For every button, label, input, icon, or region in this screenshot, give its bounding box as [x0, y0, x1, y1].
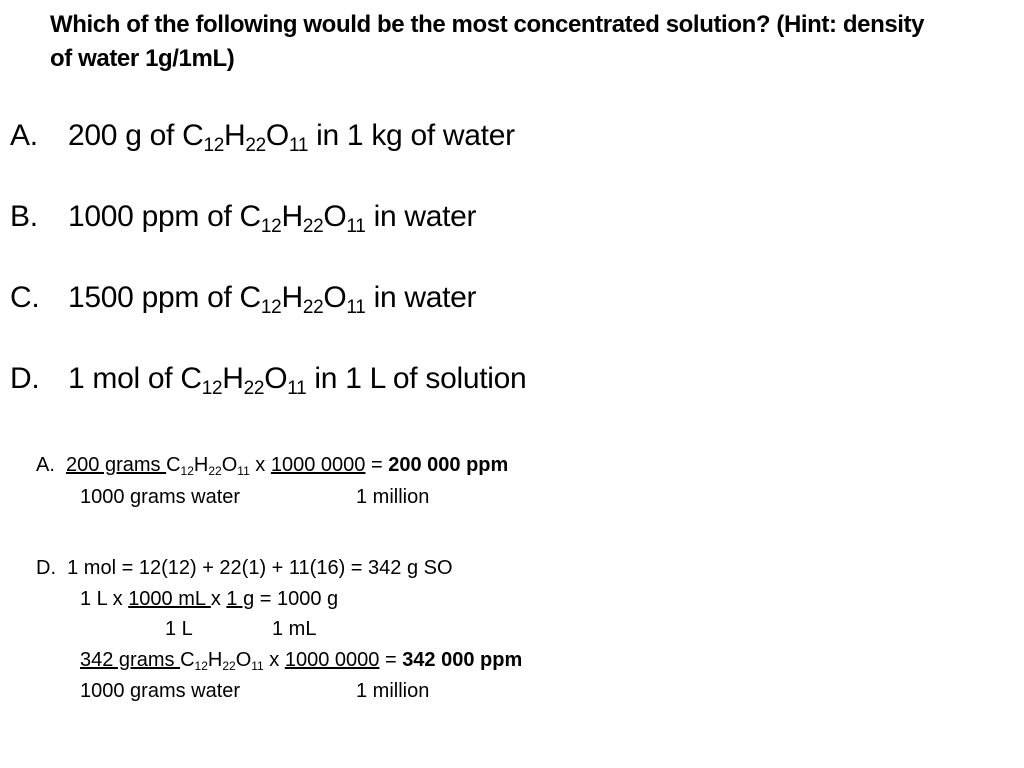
option-text-after: in 1 L of solution: [306, 362, 527, 395]
work-d-result: 342 000 ppm: [402, 649, 523, 671]
option-letter: B.: [10, 200, 38, 233]
work-d-denominator: 1000 grams water: [80, 680, 241, 702]
option-d: [10, 359, 526, 399]
work-d-density-num: 1 g: [226, 588, 255, 610]
option-text-before: 1 mol of: [68, 362, 181, 395]
question-text: Which of the following would be the most concentrated solution? (Hint: density of water 1g/1mL): [50, 11, 925, 72]
work-d-numerator: 342 grams: [80, 649, 181, 671]
work-a-line1: A. 200 grams $C_{12}H_{22}O_{11}$ x 1000 0000 = 200 000 ppm: [36, 454, 509, 478]
option-a: [10, 116, 515, 156]
work-d-volume-factor-num: 1000 mL: [128, 588, 211, 610]
work-d-molar-mass: 1 mol = 12(12) + 22(1) + 11(16) = 342 g SO: [67, 557, 453, 579]
compound-formula: $C_{12}H_{22}O_{11}$: [239, 281, 366, 318]
option-text-before: 1000 ppm of: [68, 200, 240, 233]
option-letter: D.: [10, 362, 40, 395]
option-text-before: 200 g of: [68, 119, 183, 152]
compound-formula: $C_{12}H_{22}O_{11}$: [180, 362, 307, 399]
work-d-volume-result: = 1000 g: [254, 588, 339, 610]
work-d-line2: 1 L x 1000 mL x 1 g = 1000 g: [80, 588, 339, 610]
option-text-after: in 1 kg of water: [308, 119, 515, 152]
option-letter: C.: [10, 281, 40, 314]
work-a-numerator: 200 grams: [66, 454, 167, 476]
work-a-label: A.: [36, 454, 55, 476]
option-b: [10, 197, 476, 237]
work-d-density-den: 1 mL: [272, 618, 317, 640]
option-text-after: in water: [365, 281, 477, 314]
compound-formula: $C_{12}H_{22}O_{11}$: [239, 200, 366, 237]
work-d-formula: $C_{12}H_{22}O_{11}$: [180, 649, 264, 673]
work-d-line1: [36, 556, 453, 580]
work-a-denominator: 1000 grams water: [80, 486, 241, 508]
option-c: [10, 278, 476, 318]
option-text-after: in water: [365, 200, 477, 233]
work-d-label: D.: [36, 557, 56, 579]
option-letter: A.: [10, 119, 38, 152]
work-a-factor-den: 1 million: [356, 486, 430, 508]
work-d-volume-factor-den: 1 L: [165, 618, 193, 640]
work-d-factor-den: 1 million: [356, 680, 430, 702]
work-a-result: 200 000 ppm: [388, 454, 509, 476]
option-text-before: 1500 ppm of: [68, 281, 240, 314]
compound-formula: $C_{12}H_{22}O_{11}$: [182, 119, 309, 156]
work-a-factor-num: 1000 0000: [270, 454, 366, 476]
work-d-factor-num: 1000 0000: [284, 649, 380, 671]
work-a-formula: $C_{12}H_{22}O_{11}$: [166, 454, 250, 478]
work-d-line4: 342 grams $C_{12}H_{22}O_{11}$ x 1000 0000 = 342 000 ppm: [80, 649, 523, 673]
